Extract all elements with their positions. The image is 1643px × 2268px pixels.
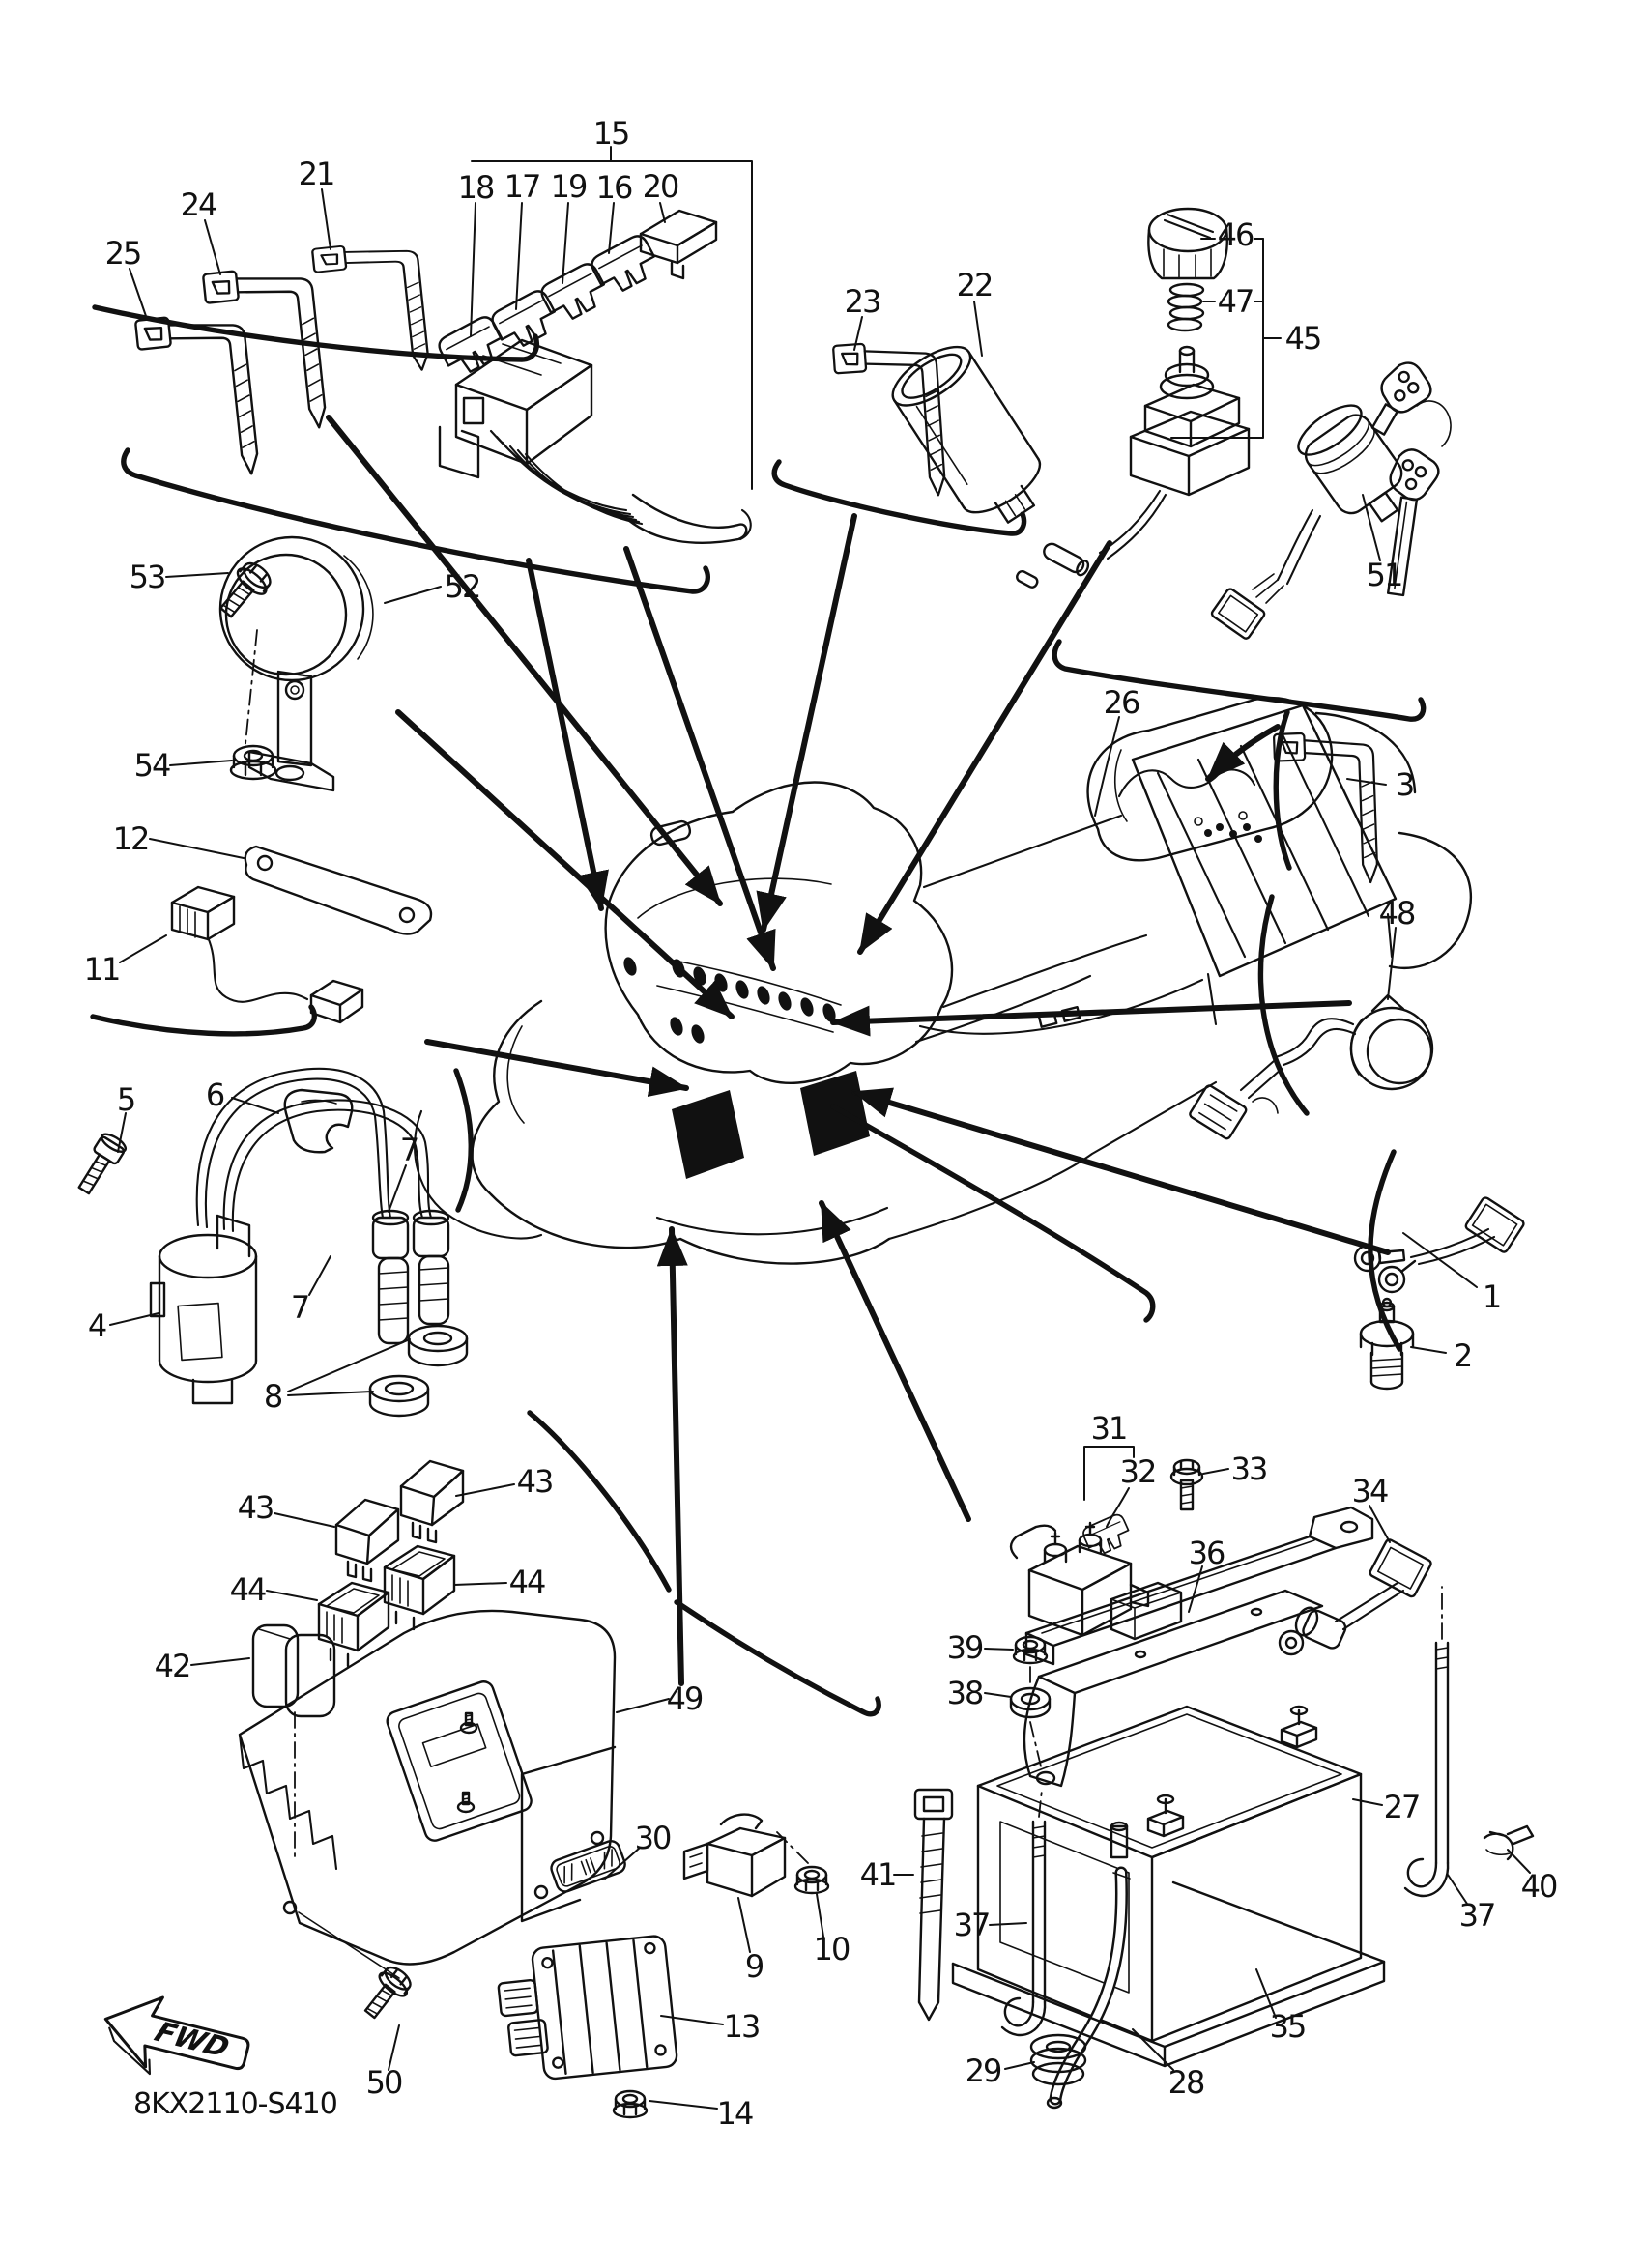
callout-52: 52 [444, 568, 480, 605]
knob-46 [1148, 209, 1226, 278]
callout-25: 25 [104, 235, 141, 272]
callout-11: 11 [83, 951, 120, 988]
callout-29: 29 [965, 2053, 1001, 2089]
callout-46: 46 [1217, 216, 1254, 253]
callout-6: 6 [205, 1077, 224, 1113]
callout-36: 36 [1188, 1535, 1225, 1571]
callout-44: 44 [508, 1564, 545, 1600]
cdi-unit-9 [684, 1815, 785, 1896]
callout-42: 42 [154, 1648, 190, 1684]
callout-7: 7 [399, 1132, 418, 1168]
callout-38: 38 [946, 1675, 983, 1711]
battery-27 [978, 1707, 1361, 2045]
callout-28: 28 [1167, 2064, 1204, 2101]
band-41 [915, 1790, 952, 2020]
callout-22: 22 [956, 267, 993, 303]
callout-39: 39 [946, 1629, 983, 1666]
nut-10 [795, 1867, 828, 1893]
plug-cap-right [414, 1211, 448, 1324]
socket-44-left [319, 1583, 389, 1666]
black-module-left [672, 1090, 744, 1179]
meter-52 [220, 537, 373, 790]
callout-37: 37 [953, 1907, 990, 1943]
battery-bracket-36 [1024, 1507, 1372, 1786]
coil-4 [151, 1216, 256, 1403]
washer-38 [1011, 1688, 1050, 1717]
callout-23: 23 [844, 283, 880, 320]
leader-arrows [329, 417, 1388, 1683]
fwd-label: FWD [150, 2015, 235, 2064]
callout-41: 41 [859, 1856, 896, 1893]
emblem-30 [549, 1839, 627, 1894]
callout-12: 12 [112, 820, 149, 857]
ignition-coil-group [72, 1069, 467, 1416]
bolt-33 [1171, 1460, 1202, 1509]
temp-sender-2 [1361, 1299, 1413, 1389]
callout-43: 43 [237, 1489, 274, 1526]
fuse-block-group [436, 147, 752, 543]
coil-11 [172, 887, 362, 1022]
battery-terminal-rear [1282, 1707, 1316, 1747]
fuse-18 [436, 314, 508, 380]
callout-49: 49 [666, 1680, 703, 1717]
battery-group [915, 1507, 1533, 2108]
meter-group [213, 537, 373, 790]
callout-53: 53 [129, 559, 165, 595]
sensor-group [172, 847, 431, 1022]
fuse-cover-20 [641, 211, 716, 278]
nut-14 [614, 2091, 647, 2117]
bolt-50 [357, 1963, 416, 2024]
j-bolt-37-right [1405, 1587, 1448, 1896]
fuse-17 [489, 288, 562, 354]
callout-2: 2 [1453, 1337, 1472, 1374]
callout-15: 15 [592, 115, 629, 152]
fwd-arrow [96, 1985, 255, 2095]
condenser-22 [883, 335, 1058, 537]
callout-34: 34 [1351, 1473, 1388, 1509]
callout-20: 20 [642, 168, 678, 205]
regulator-13 [495, 1935, 677, 2083]
callout-30: 30 [634, 1820, 671, 1856]
bullet-connector [1041, 541, 1090, 577]
callout-32: 32 [1119, 1453, 1156, 1490]
callout-33: 33 [1230, 1450, 1267, 1487]
clip-nut-40 [1484, 1826, 1533, 1859]
callout-47: 47 [1217, 283, 1254, 320]
callout-21: 21 [298, 156, 334, 192]
callout-1: 1 [1482, 1278, 1501, 1315]
callout-44: 44 [229, 1571, 266, 1608]
callout-4: 4 [87, 1307, 106, 1344]
callout-50: 50 [365, 2064, 402, 2101]
part-code: 8KX2110-S410 [133, 2087, 337, 2121]
harness-connector-blobs [621, 956, 838, 1046]
relay-bracket-group [237, 1461, 627, 2024]
callout-10: 10 [813, 1931, 850, 1967]
fuse-box [440, 340, 751, 543]
callout-27: 27 [1383, 1789, 1420, 1825]
callout-16: 16 [595, 169, 632, 206]
callout-7: 7 [290, 1289, 309, 1326]
keys [1361, 356, 1451, 598]
callout-40: 40 [1520, 1868, 1557, 1905]
switch-45 [1015, 347, 1249, 589]
callout-19: 19 [550, 168, 587, 205]
main-switch-group [1210, 356, 1451, 641]
cable-tie-24 [203, 263, 327, 438]
callout-9: 9 [744, 1948, 764, 1985]
callout-5: 5 [116, 1081, 135, 1118]
starter-relay-31 [1011, 1523, 1148, 1635]
cable-tie-21 [312, 239, 429, 381]
battery-terminal-front [1148, 1795, 1183, 1836]
fuse-16 [589, 233, 661, 299]
callout-51: 51 [1366, 557, 1402, 593]
callout-17: 17 [504, 168, 540, 205]
callout-45: 45 [1284, 320, 1321, 357]
callout-48: 48 [1378, 895, 1415, 932]
relay-43-right [401, 1461, 463, 1542]
callout-24: 24 [180, 187, 216, 223]
cdi-group [495, 1815, 828, 2117]
callout-13: 13 [723, 2008, 760, 2045]
callout-8: 8 [263, 1378, 282, 1415]
callout-14: 14 [716, 2095, 753, 2132]
plug-cap-left [373, 1211, 408, 1343]
spring-47 [1168, 284, 1203, 330]
fuse-19 [538, 261, 611, 327]
callout-43: 43 [516, 1463, 553, 1500]
callout-31: 31 [1090, 1410, 1127, 1447]
dimmer-switch-group [1015, 209, 1281, 589]
plug-wires-7 [197, 1069, 448, 1343]
callout-37: 37 [1458, 1897, 1495, 1934]
bracket-49 [240, 1611, 615, 1965]
callout-18: 18 [457, 169, 494, 206]
bracket-12 [245, 847, 431, 934]
grommets-8 [370, 1326, 467, 1416]
battery-cable-34 [1280, 1538, 1432, 1654]
socket-48-group [1189, 995, 1432, 1140]
cable-ties-group [135, 239, 429, 484]
callout-26: 26 [1103, 684, 1139, 721]
nut-54 [231, 746, 275, 779]
callout-35: 35 [1269, 2008, 1306, 2045]
black-module-right [800, 1071, 870, 1156]
callout-3: 3 [1395, 766, 1414, 803]
lead-wire-1 [1355, 1196, 1525, 1292]
callout-54: 54 [133, 747, 170, 784]
